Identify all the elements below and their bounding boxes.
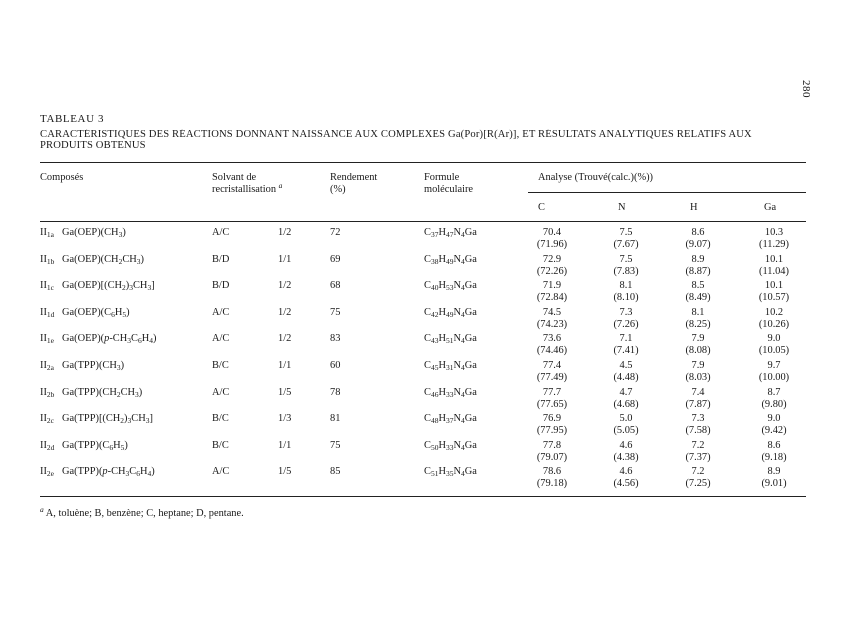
row-calc-c: (72.26): [536, 266, 568, 277]
header-composes: Composés: [40, 172, 84, 183]
top-rule: [40, 162, 806, 163]
row-ratio: 1/2: [278, 227, 292, 238]
row-ratio: 1/2: [278, 307, 292, 318]
row-solvent: A/C: [212, 387, 230, 398]
row-found-c: 72.9: [542, 254, 562, 265]
row-yield: 75: [330, 307, 341, 318]
row-solvent: B/D: [212, 280, 230, 291]
row-compound: $Ga(TPP)(CH_2CH_3)$: [62, 387, 143, 399]
header-formule-line1: Formule: [424, 172, 460, 183]
row-solvent: B/D: [212, 254, 230, 265]
row-solvent: A/C: [212, 307, 230, 318]
row-yield: 72: [330, 227, 341, 238]
row-calc-h: (7.58): [685, 425, 711, 436]
row-formula: $C_{45}H_{31}N_4Ga$: [424, 360, 477, 372]
row-calc-n: (7.83): [613, 266, 639, 277]
row-compound: $Ga(OEP)(p-CH_3C_6H_4)$: [62, 333, 157, 345]
row-found-h: 7.3: [691, 413, 705, 424]
row-calc-h: (8.25): [685, 319, 711, 330]
row-found-h: 7.2: [691, 440, 705, 451]
row-found-c: 77.4: [542, 360, 562, 371]
row-found-n: 4.6: [619, 440, 633, 451]
row-found-ga: 9.7: [767, 360, 781, 371]
row-found-ga: 8.9: [767, 466, 781, 477]
row-id: $II_{1c}$: [40, 280, 55, 292]
row-found-h: 8.6: [691, 227, 705, 238]
row-calc-c: (79.07): [536, 452, 568, 463]
row-found-c: 77.8: [542, 440, 562, 451]
footnote-mark: a: [40, 505, 44, 514]
row-found-n: 7.3: [619, 307, 633, 318]
bottom-rule: [40, 496, 806, 497]
row-solvent: A/C: [212, 466, 230, 477]
row-found-ga: 10.1: [764, 280, 784, 291]
row-ratio: 1/1: [278, 440, 292, 451]
header-rendement: [330, 172, 377, 196]
row-found-c: 78.6: [542, 466, 562, 477]
row-calc-n: (7.67): [613, 239, 639, 250]
row-formula: $C_{38}H_{49}N_4Ga$: [424, 254, 477, 266]
row-found-n: 4.7: [619, 387, 633, 398]
table-caption-text: CARACTÉRISTIQUES DES RÉACTIONS DONNANT NAISSANCE AUX COMPLEXES Ga(Por)[R(Ar)], ET RÉSULTATS ANALYTIQUES RELATIFS AUX PRODUITS OBTENUS: [40, 129, 752, 151]
row-found-c: 70.4: [542, 227, 562, 238]
row-yield: 78: [330, 387, 341, 398]
row-found-n: 8.1: [619, 280, 633, 291]
header-solvant-line2: recristallisation: [212, 184, 277, 195]
row-calc-ga: (9.80): [761, 399, 787, 410]
row-compound: $Ga(OEP)(CH_3)$: [62, 227, 126, 239]
table-label: TABLEAU 3: [40, 113, 105, 125]
row-calc-n: (4.68): [613, 399, 639, 410]
row-solvent: A/C: [212, 227, 230, 238]
row-ratio: 1/3: [278, 413, 292, 424]
row-found-ga: 8.6: [767, 440, 781, 451]
row-calc-n: (4.56): [613, 478, 639, 489]
row-id: $II_{1a}$: [40, 227, 55, 239]
row-yield: 60: [330, 360, 341, 371]
header-solvant-footnote-mark: a: [278, 181, 283, 190]
row-calc-c: (77.49): [536, 372, 568, 383]
row-found-c: 74.5: [542, 307, 562, 318]
footnote-text: A, toluène; B, benzène; C, heptane; D, pentane.: [45, 508, 244, 519]
row-calc-ga: (10.57): [758, 292, 790, 303]
row-found-ga: 8.7: [767, 387, 781, 398]
row-formula: $C_{42}H_{49}N_4Ga$: [424, 307, 477, 319]
header-rule: [40, 221, 806, 222]
row-formula: $C_{50}H_{33}N_4Ga$: [424, 440, 477, 452]
row-solvent: B/C: [212, 360, 229, 371]
row-calc-ga: (10.26): [758, 319, 790, 330]
row-found-h: 8.9: [691, 254, 705, 265]
row-calc-c: (74.23): [536, 319, 568, 330]
row-yield: 69: [330, 254, 341, 265]
row-found-h: 7.2: [691, 466, 705, 477]
row-found-c: 76.9: [542, 413, 562, 424]
row-calc-ga: (9.42): [761, 425, 787, 436]
row-id: $II_{2a}$: [40, 360, 55, 372]
header-analyse: Analyse (Trouvé(calc.)(%)): [538, 172, 654, 183]
row-compound: $Ga(TPP)[(CH_2)_3CH_3]$: [62, 413, 153, 425]
row-calc-h: (7.37): [685, 452, 711, 463]
row-found-h: 7.9: [691, 360, 705, 371]
row-calc-h: (8.87): [685, 266, 711, 277]
row-calc-n: (5.05): [613, 425, 639, 436]
row-solvent: B/C: [212, 440, 229, 451]
row-calc-n: (7.26): [613, 319, 639, 330]
row-calc-ga: (11.29): [759, 239, 789, 250]
row-found-h: 8.5: [691, 280, 705, 291]
row-compound: $Ga(OEP)(CH_2CH_3)$: [62, 254, 144, 266]
row-found-n: 5.0: [619, 413, 633, 424]
row-found-ga: 9.0: [767, 333, 781, 344]
header-n: N: [618, 202, 626, 213]
row-calc-ga: (10.05): [758, 345, 790, 356]
row-calc-ga: (9.01): [761, 478, 787, 489]
row-calc-c: (74.46): [536, 345, 568, 356]
row-found-h: 8.1: [691, 307, 705, 318]
row-found-ga: 9.0: [767, 413, 781, 424]
row-found-ga: 10.1: [764, 254, 784, 265]
row-calc-h: (9.07): [685, 239, 711, 250]
row-calc-c: (79.18): [536, 478, 568, 489]
row-ratio: 1/2: [278, 333, 292, 344]
row-formula: $C_{46}H_{33}N_4Ga$: [424, 387, 477, 399]
header-formule-line2: moléculaire: [424, 184, 474, 195]
row-found-c: 73.6: [542, 333, 562, 344]
row-ratio: 1/1: [278, 254, 292, 265]
row-id: $II_{2d}$: [40, 440, 55, 452]
row-id: $II_{2c}$: [40, 413, 55, 425]
row-found-ga: 10.3: [764, 227, 784, 238]
page-number: 280: [800, 80, 812, 98]
row-compound: $Ga(TPP)(CH_3)$: [62, 360, 125, 372]
header-h: H: [690, 202, 698, 213]
row-ratio: 1/2: [278, 280, 292, 291]
row-compound: $Ga(TPP)(p-CH_3C_6H_4)$: [62, 466, 155, 478]
row-calc-h: (8.49): [685, 292, 711, 303]
row-found-c: 77.7: [542, 387, 562, 398]
row-id: $II_{2e}$: [40, 466, 55, 478]
row-calc-n: (8.10): [613, 292, 639, 303]
row-formula: $C_{51}H_{35}N_4Ga$: [424, 466, 477, 478]
row-ratio: 1/5: [278, 387, 292, 398]
row-yield: 75: [330, 440, 341, 451]
row-found-n: 7.5: [619, 227, 633, 238]
row-found-c: 71.9: [542, 280, 562, 291]
header-formule: [424, 172, 473, 196]
row-calc-ga: (9.18): [761, 452, 787, 463]
row-compound: $Ga(OEP)(C_6H_5)$: [62, 307, 130, 319]
row-found-h: 7.9: [691, 333, 705, 344]
row-ratio: 1/1: [278, 360, 292, 371]
row-found-n: 7.1: [619, 333, 633, 344]
row-calc-ga: (11.04): [759, 266, 789, 277]
row-formula: $C_{43}H_{51}N_4Ga$: [424, 333, 477, 345]
header-rendement-line1: Rendement: [330, 172, 378, 183]
row-formula: $C_{40}H_{53}N_4Ga$: [424, 280, 477, 292]
table-caption: [40, 129, 806, 151]
analyse-subrule: [528, 192, 806, 193]
row-calc-h: (8.03): [685, 372, 711, 383]
row-formula: $C_{37}H_{47}N_4Ga$: [424, 227, 477, 239]
row-found-n: 4.6: [619, 466, 633, 477]
header-solvant-line1: Solvant de: [212, 172, 257, 183]
row-calc-c: (77.65): [536, 399, 568, 410]
row-calc-h: (7.25): [685, 478, 711, 489]
row-id: $II_{2b}$: [40, 387, 55, 399]
row-found-n: 7.5: [619, 254, 633, 265]
row-calc-c: (71.96): [536, 239, 568, 250]
row-yield: 85: [330, 466, 341, 477]
row-compound: $Ga(OEP)[(CH_2)_3CH_3]$: [62, 280, 155, 292]
row-calc-n: (4.38): [613, 452, 639, 463]
row-calc-c: (77.95): [536, 425, 568, 436]
row-id: $II_{1e}$: [40, 333, 55, 345]
table-footnote: [40, 505, 244, 519]
row-found-n: 4.5: [619, 360, 633, 371]
row-calc-ga: (10.00): [758, 372, 790, 383]
row-yield: 83: [330, 333, 341, 344]
row-calc-h: (8.08): [685, 345, 711, 356]
row-id: $II_{1b}$: [40, 254, 55, 266]
header-solvant: [212, 172, 282, 196]
row-formula: $C_{48}H_{37}N_4Ga$: [424, 413, 477, 425]
row-calc-h: (7.87): [685, 399, 711, 410]
row-solvent: A/C: [212, 333, 230, 344]
header-rendement-line2: (%): [330, 184, 346, 195]
row-found-h: 7.4: [691, 387, 705, 398]
row-yield: 68: [330, 280, 341, 291]
row-solvent: B/C: [212, 413, 229, 424]
row-compound: $Ga(TPP)(C_6H_5)$: [62, 440, 128, 452]
row-ratio: 1/5: [278, 466, 292, 477]
row-id: $II_{1d}$: [40, 307, 55, 319]
row-calc-n: (7.41): [613, 345, 639, 356]
row-calc-c: (72.84): [536, 292, 568, 303]
row-found-ga: 10.2: [764, 307, 784, 318]
row-calc-n: (4.48): [613, 372, 639, 383]
row-yield: 81: [330, 413, 341, 424]
header-c: C: [538, 202, 545, 213]
header-ga: Ga: [764, 202, 777, 213]
